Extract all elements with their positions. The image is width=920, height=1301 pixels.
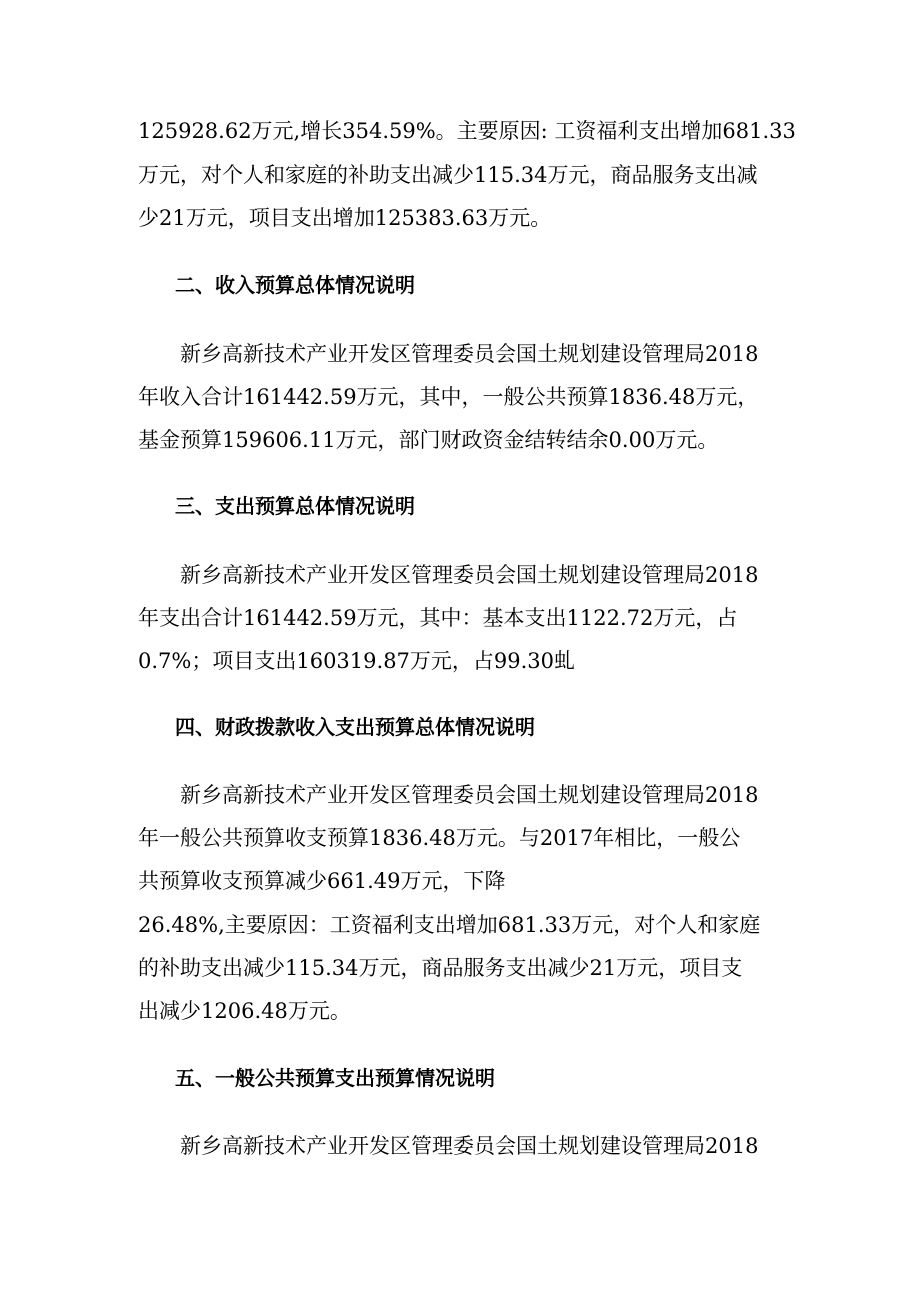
paragraph-line: 0.7%；项目支出160319.87万元，占99.30虬 [138, 649, 576, 673]
paragraph-line: 年收入合计161442.59万元，其中，一般公共预算1836.48万元， [138, 385, 759, 409]
paragraph-line: 年一般公共预算收支预算1836.48万元。与2017年相比，一般公 [138, 826, 741, 850]
paragraph-line: 共预算收支预算减少661.49万元，下降 [138, 869, 506, 893]
paragraph-line: 新乡高新技术产业开发区管理委员会国土规划建设管理局2018 [180, 1134, 759, 1158]
paragraph-line: 26.48%,主要原因：工资福利支出增加681.33万元，对个人和家庭 [138, 913, 761, 937]
paragraph-line: 出减少1206.48万元。 [138, 999, 351, 1023]
paragraph-line: 万元，对个人和家庭的补助支出减少115.34万元，商品服务支出减 [138, 163, 758, 187]
section-heading-income: 二、收入预算总体情况说明 [175, 273, 415, 297]
paragraph-line: 少21万元，项目支出增加125383.63万元。 [138, 206, 552, 230]
paragraph-line: 基金预算159606.11万元，部门财政资金结转结余0.00万元。 [138, 428, 719, 452]
paragraph-line: 新乡高新技术产业开发区管理委员会国土规划建设管理局2018 [180, 783, 759, 807]
paragraph-line: 的补助支出减少115.34万元，商品服务支出减少21万元，项目支 [138, 956, 743, 980]
paragraph-line: 125928.62万元,增长354.59%。主要原因: 工资福利支出增加681.33 [138, 119, 796, 143]
section-heading-general-public-budget: 五、一般公共预算支出预算情况说明 [175, 1066, 495, 1090]
paragraph-line: 新乡高新技术产业开发区管理委员会国土规划建设管理局2018 [180, 563, 759, 587]
section-heading-expenditure: 三、支出预算总体情况说明 [175, 494, 415, 518]
section-heading-fiscal-allocation: 四、财政拨款收入支出预算总体情况说明 [175, 715, 535, 739]
paragraph-line: 年支出合计161442.59万元，其中：基本支出1122.72万元，占 [138, 606, 738, 630]
paragraph-line: 新乡高新技术产业开发区管理委员会国土规划建设管理局2018 [180, 342, 759, 366]
